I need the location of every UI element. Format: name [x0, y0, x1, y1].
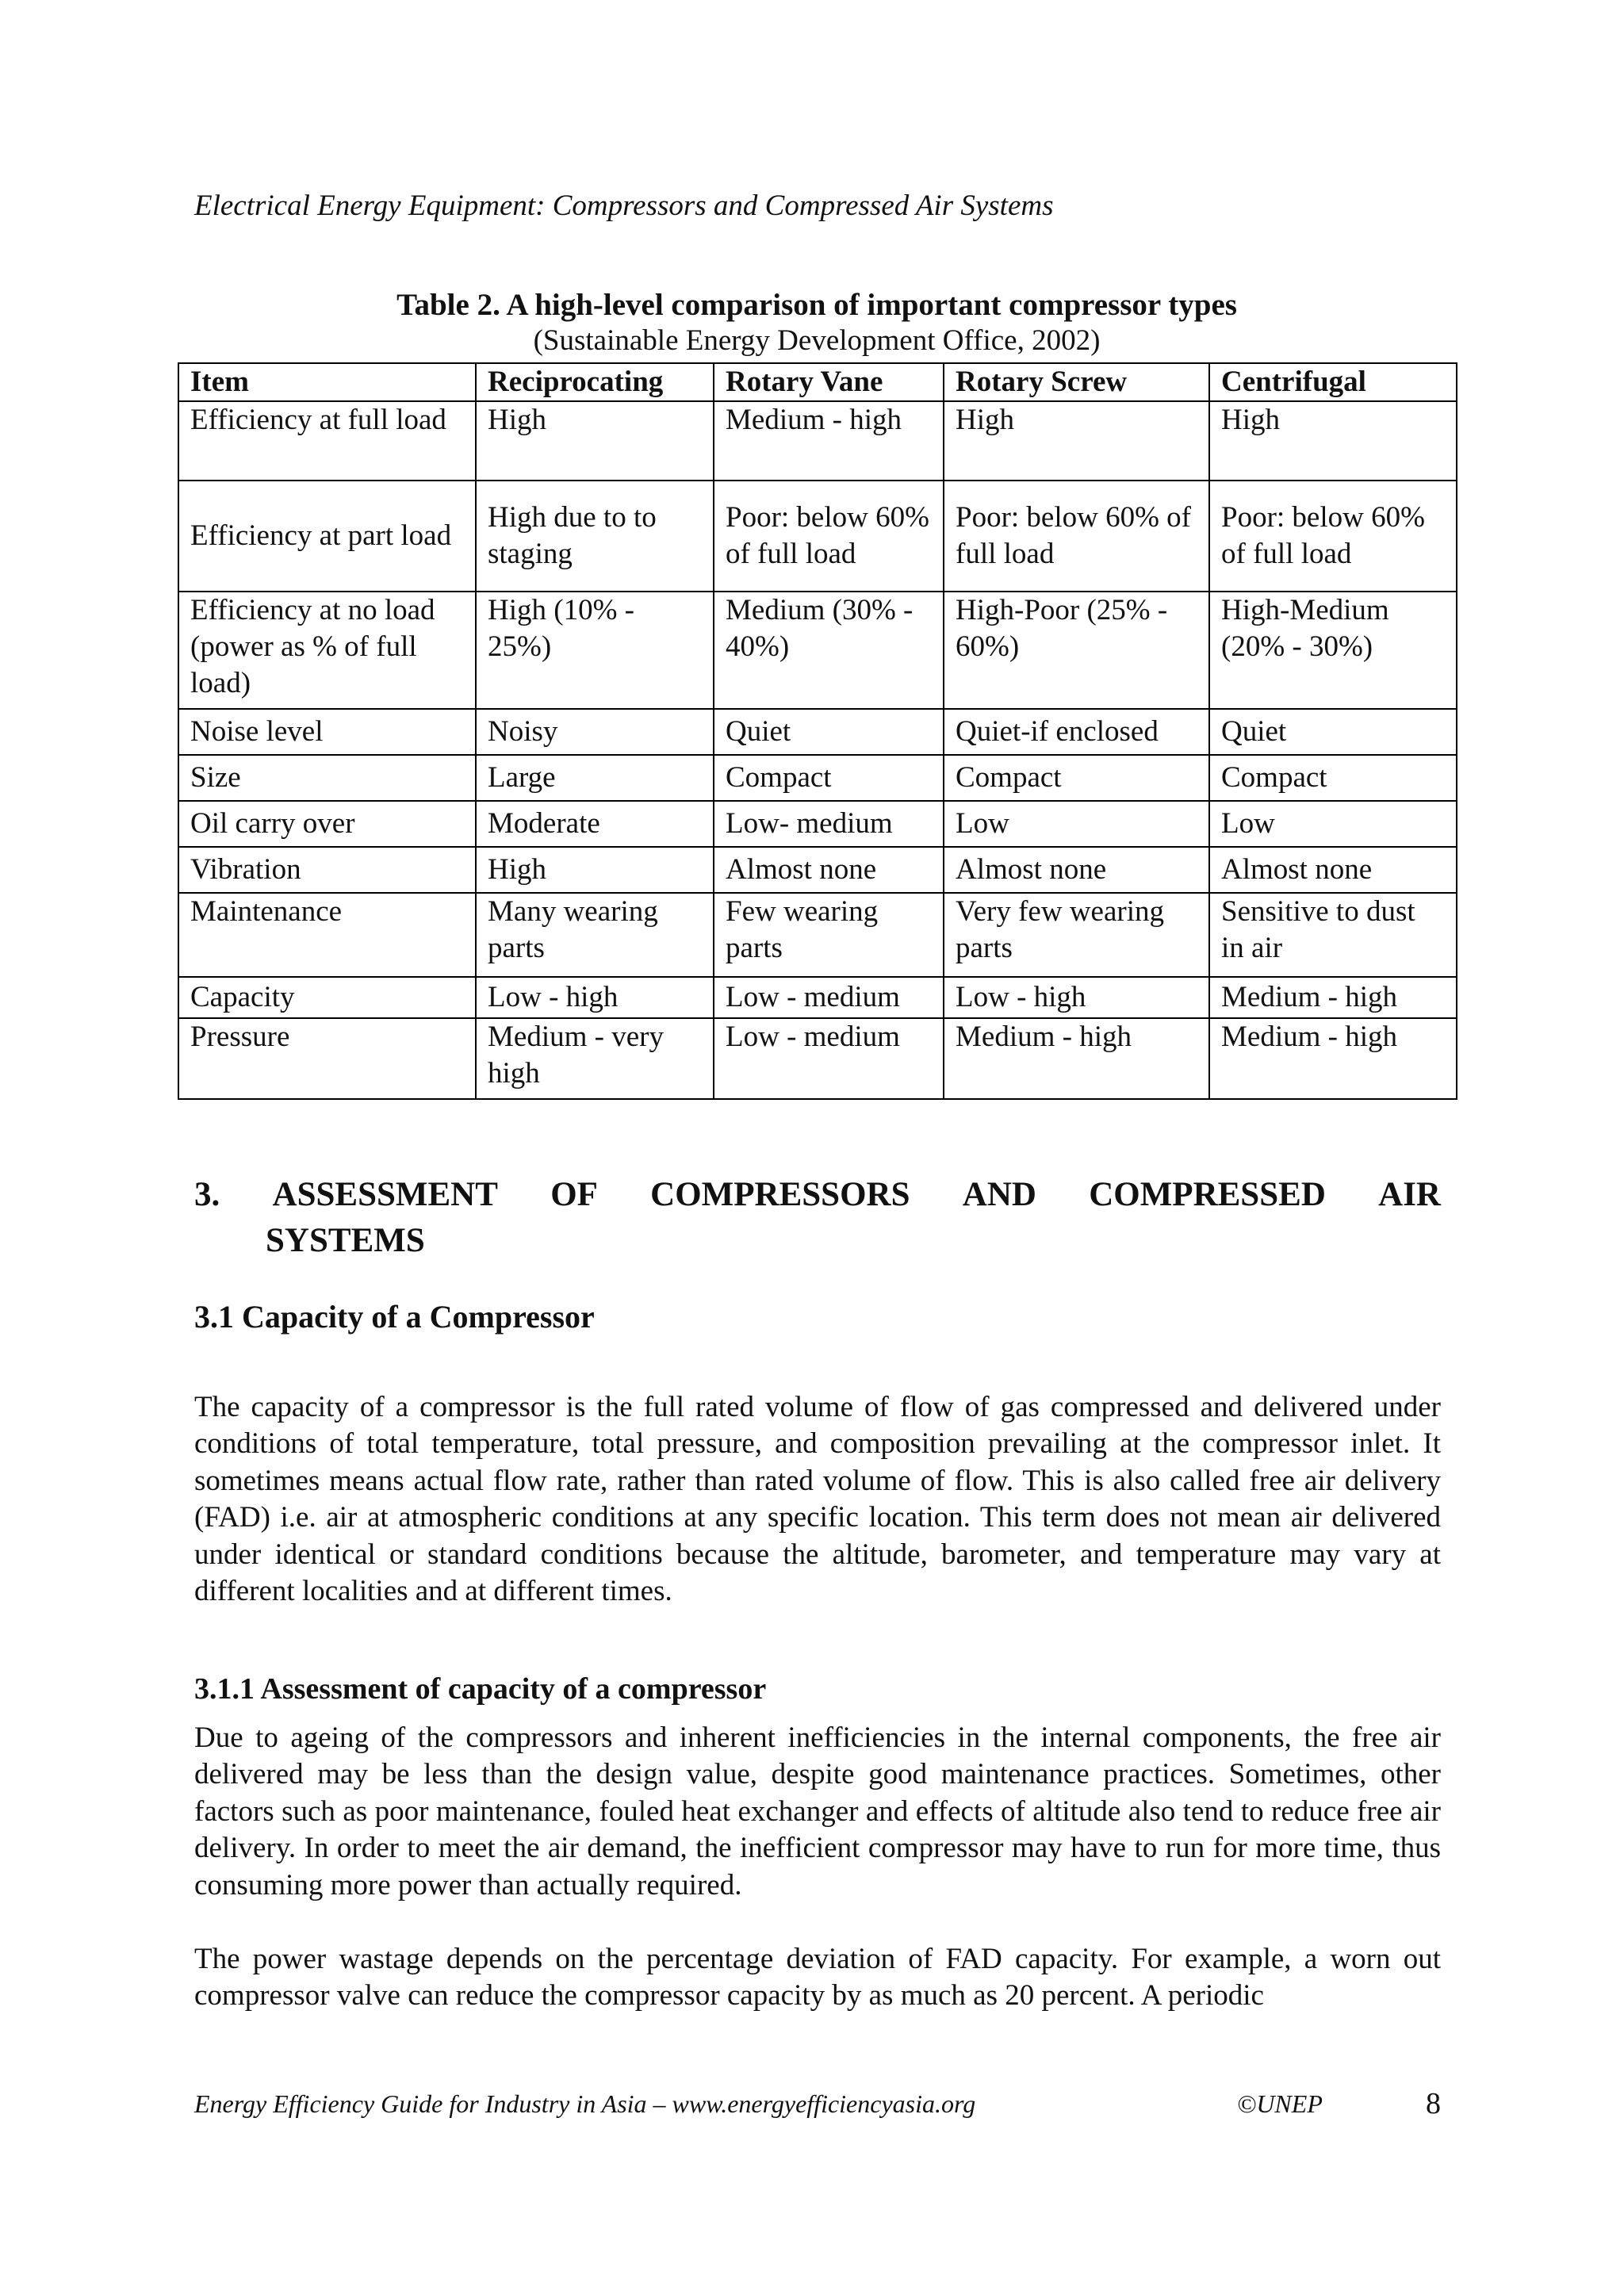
- heading-word: ASSESSMENT: [272, 1176, 498, 1213]
- table-title: Table 2. A high-level comparison of important compressor types: [396, 288, 1237, 322]
- table-row: [178, 801, 1457, 847]
- table-cell: Oil carry over: [178, 801, 476, 847]
- table-cell: Medium - high: [1209, 1018, 1457, 1099]
- table-row: [178, 977, 1457, 1018]
- heading-word: AIR: [1378, 1176, 1441, 1213]
- table-cell: High: [944, 401, 1209, 481]
- table-row: [178, 893, 1457, 977]
- column-header: Rotary Screw: [944, 363, 1209, 401]
- table-cell: High: [476, 847, 714, 893]
- paragraph-capacity-definition: The capacity of a compressor is the full rated volume of flow of gas compressed and delivered under conditions of total temperature, total pressure, and composition prevailing at the compressor inlet. It sometimes means actual flow rate, rather than rated volume of flow. This is also called free air delivery (FAD) i.e. air at atmospheric conditions at any specific location. This term does not mean air delivered under identical or standard conditions because the altitude, barometer, and temperature may vary at different localities and at different times.: [194, 1391, 1441, 1608]
- section-3-heading: [194, 1172, 1441, 1264]
- table-cell: Quiet: [714, 709, 944, 755]
- table-row: [178, 847, 1457, 893]
- table-cell: Efficiency at full load: [178, 401, 476, 481]
- table-cell: Moderate: [476, 801, 714, 847]
- table-cell: Low: [944, 801, 1209, 847]
- table-cell: High: [1209, 401, 1457, 481]
- table-cell: Low - medium: [714, 1018, 944, 1099]
- table-cell: Poor: below 60% of full load: [1209, 481, 1457, 592]
- table-cell: High-Medium (20% - 30%): [1209, 592, 1457, 709]
- table-cell: Size: [178, 755, 476, 801]
- table-cell: Compact: [714, 755, 944, 801]
- page-footer: [194, 2089, 1441, 2124]
- table-cell: Quiet-if enclosed: [944, 709, 1209, 755]
- section-3-1-heading: 3.1 Capacity of a Compressor: [194, 1299, 595, 1335]
- table-cell: Efficiency at no load (power as % of full load): [178, 592, 476, 709]
- table-cell: High (10% - 25%): [476, 592, 714, 709]
- table-cell: Compact: [1209, 755, 1457, 801]
- table-cell: Noisy: [476, 709, 714, 755]
- table-cell: High due to to staging: [476, 481, 714, 592]
- table-cell: Noise level: [178, 709, 476, 755]
- table-source: (Sustainable Energy Development Office, 2002): [533, 324, 1101, 357]
- table-cell: Medium - very high: [476, 1018, 714, 1099]
- heading-word: COMPRESSORS: [650, 1176, 910, 1213]
- column-header: Item: [178, 363, 476, 401]
- table-cell: Almost none: [944, 847, 1209, 893]
- column-header: Reciprocating: [476, 363, 714, 401]
- heading-word: AND: [962, 1176, 1036, 1213]
- page-number: 8: [1426, 2087, 1441, 2120]
- paragraph-ageing: Due to ageing of the compressors and inherent inefficiencies in the internal components, the free air delivered may be less than the design value, despite good maintenance practices. Sometimes, other factors such as poor maintenance, fouled heat exchanger and effects of altitude also tend to reduce free air delivery. In order to meet the air demand, the inefficient compressor may have to run for more time, thus consuming more power than actually required.: [194, 1721, 1441, 1901]
- table-header-row: [178, 363, 1457, 401]
- table-row: [178, 401, 1457, 481]
- running-header: Electrical Energy Equipment: Compressors and Compressed Air Systems: [194, 190, 1054, 222]
- heading-word: OF: [550, 1176, 598, 1213]
- heading-line-2: SYSTEMS: [266, 1222, 425, 1259]
- section-number: 3.: [194, 1176, 220, 1213]
- table-cell: Poor: below 60% of full load: [714, 481, 944, 592]
- column-header: Rotary Vane: [714, 363, 944, 401]
- table-row: [178, 592, 1457, 709]
- table-cell: Compact: [944, 755, 1209, 801]
- table-cell: Efficiency at part load: [178, 481, 476, 592]
- table-cell: High: [476, 401, 714, 481]
- table-cell: Capacity: [178, 977, 476, 1018]
- table-cell: Very few wearing parts: [944, 893, 1209, 977]
- table-cell: Almost none: [1209, 847, 1457, 893]
- table-row: [178, 1018, 1457, 1099]
- table-row: [178, 755, 1457, 801]
- column-header: Centrifugal: [1209, 363, 1457, 401]
- section-3-1-1-heading: 3.1.1 Assessment of capacity of a compressor: [194, 1672, 767, 1706]
- table-row: [178, 481, 1457, 592]
- table-cell: Low - high: [944, 977, 1209, 1018]
- table-cell: Almost none: [714, 847, 944, 893]
- table-cell: Quiet: [1209, 709, 1457, 755]
- table-cell: Large: [476, 755, 714, 801]
- table-cell: Sensitive to dust in air: [1209, 893, 1457, 977]
- table-cell: Poor: below 60% of full load: [944, 481, 1209, 592]
- table-cell: Pressure: [178, 1018, 476, 1099]
- footer-guide-title: Energy Efficiency Guide for Industry in Asia – www.energyefficiencyasia.org: [194, 2089, 976, 2118]
- table-cell: Vibration: [178, 847, 476, 893]
- table-cell: High-Poor (25% - 60%): [944, 592, 1209, 709]
- table-cell: Maintenance: [178, 893, 476, 977]
- heading-word: COMPRESSED: [1089, 1176, 1326, 1213]
- footer-copyright: ©UNEP: [1237, 2089, 1323, 2118]
- table-cell: Medium - high: [944, 1018, 1209, 1099]
- compressor-comparison-table: [178, 362, 1457, 1100]
- table-cell: Medium - high: [714, 401, 944, 481]
- table-cell: Low- medium: [714, 801, 944, 847]
- table-cell: Low - medium: [714, 977, 944, 1018]
- table-cell: Low - high: [476, 977, 714, 1018]
- table-cell: Low: [1209, 801, 1457, 847]
- table-cell: Medium (30% - 40%): [714, 592, 944, 709]
- table-cell: Medium - high: [1209, 977, 1457, 1018]
- paragraph-power-wastage: The power wastage depends on the percentage deviation of FAD capacity. For example, a worn out compressor valve can reduce the compressor capacity by as much as 20 percent. A periodic: [194, 1943, 1441, 2013]
- table-cell: Many wearing parts: [476, 893, 714, 977]
- table-cell: Few wearing parts: [714, 893, 944, 977]
- table-row: [178, 709, 1457, 755]
